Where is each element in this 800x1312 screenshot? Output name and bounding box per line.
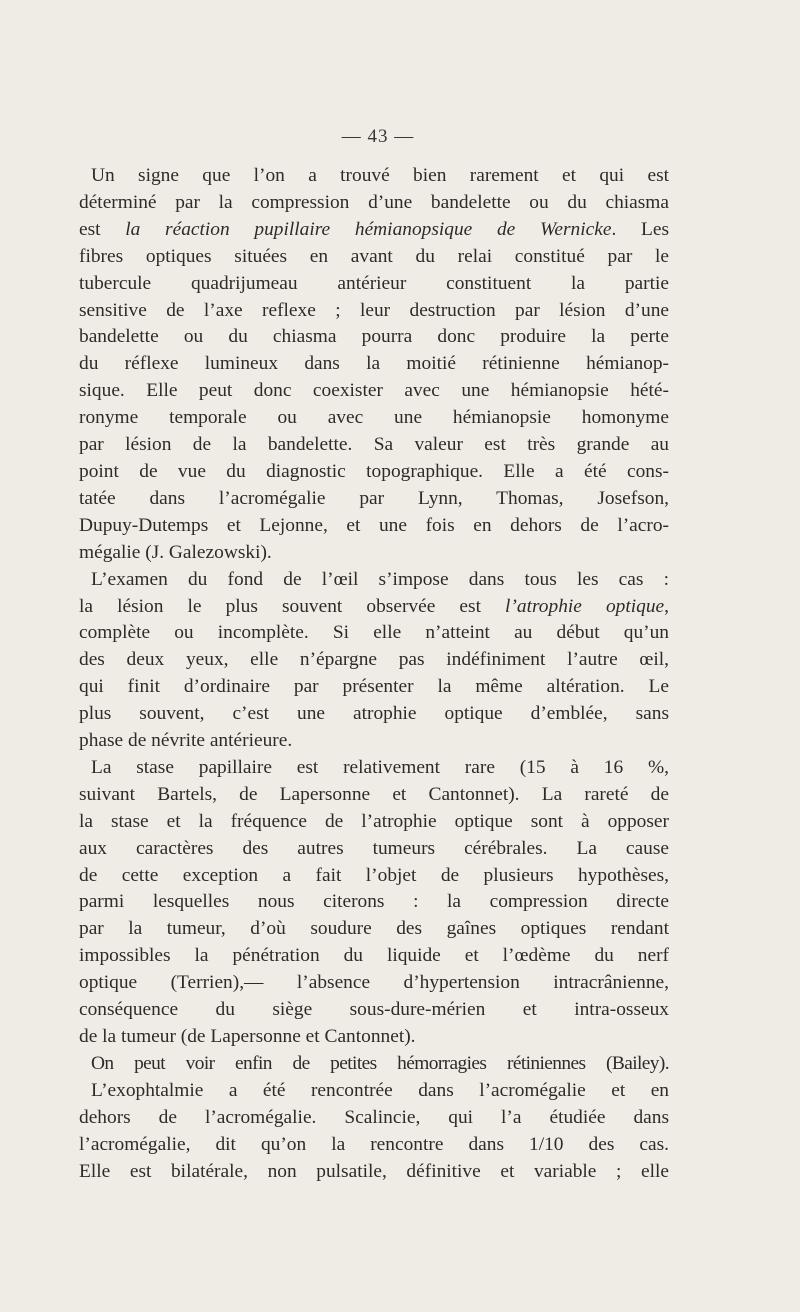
text-segment: . Les — [611, 218, 669, 240]
text-segment: de cette exception a fait l’objet de plusieurs hypothèses, — [79, 864, 669, 886]
text-segment: complète ou incomplète. Si elle n’atteint au début qu’un — [79, 622, 669, 644]
text-segment: , — [664, 595, 669, 617]
text-line — [79, 378, 669, 405]
text-line — [79, 943, 669, 970]
text-line — [79, 728, 669, 755]
text-line — [79, 298, 669, 325]
text-line — [79, 809, 669, 836]
paragraph-1 — [79, 163, 669, 567]
text-segment: phase de névrite antérieure. — [79, 730, 293, 752]
text-segment: est — [79, 218, 126, 240]
text-line — [79, 970, 669, 997]
text-segment: du réflexe lumineux dans la moitié rétinienne hémianop- — [79, 353, 669, 375]
page-number: — 43 — — [341, 126, 415, 147]
text-line — [79, 674, 669, 701]
text-line — [79, 244, 669, 271]
text-segment: plus souvent, c’est une atrophie optique d’emblée, sans — [79, 703, 669, 725]
text-line — [79, 1105, 669, 1132]
text-line — [79, 567, 669, 594]
text-segment: fibres optiques situées en avant du relai constitué par le — [79, 245, 669, 267]
text-segment: optique (Terrien),— l’absence d’hypertension intracrânienne, — [79, 972, 669, 994]
text-line — [79, 782, 669, 809]
text-line — [79, 540, 669, 567]
text-segment: sique. Elle peut donc coexister avec une hémianopsie hété- — [79, 380, 669, 402]
text-segment: suivant Bartels, de Lapersonne et Cantonnet). La rareté de — [79, 783, 669, 805]
text-segment: L’examen du fond de l’œil s’impose dans tous les cas : — [91, 568, 669, 590]
text-segment: la lésion le plus souvent observée est — [79, 595, 506, 617]
text-segment: Un signe que l’on a trouvé bien rarement et qui est — [91, 165, 669, 186]
text-line — [79, 1132, 669, 1159]
text-segment: Dupuy-Dutemps et Lejonne, et une fois en dehors de l’acro- — [79, 514, 669, 536]
text-segment: L’exophtalmie a été rencontrée dans l’acromégalie et en — [91, 1079, 669, 1101]
text-line — [79, 863, 669, 890]
italic-phrase: l’atrophie optique — [505, 595, 665, 617]
text-segment: Elle est bilatérale, non pulsatile, définitive et variable ; elle — [79, 1160, 669, 1182]
text-line — [79, 432, 669, 459]
text-line — [79, 1024, 669, 1051]
text-line — [79, 1159, 669, 1186]
text-segment: qui finit d’ordinaire par présenter la même altération. Le — [79, 676, 669, 698]
text-segment: On peut voir enfin de petites hémorragies rétiniennes (Bailey). — [91, 1052, 669, 1074]
text-line — [79, 1051, 669, 1078]
text-segment: des deux yeux, elle n’épargne pas indéfiniment l’autre œil, — [79, 649, 669, 671]
text-line — [79, 647, 669, 674]
text-line — [79, 217, 669, 244]
text-segment: déterminé par la compression d’une bandelette ou du chiasma — [79, 191, 669, 213]
italic-phrase: la réaction pupillaire hémianopsique de Wernicke — [125, 218, 612, 240]
text-line — [79, 997, 669, 1024]
text-line — [79, 889, 669, 916]
text-line — [79, 190, 669, 217]
text-segment: conséquence du siège sous-dure-mérien et intra-osseux — [79, 999, 669, 1021]
text-line — [79, 916, 669, 943]
paragraph-3 — [79, 755, 669, 1051]
text-line — [79, 1078, 669, 1105]
text-segment: tubercule quadrijumeau antérieur constituent la partie — [79, 272, 669, 294]
text-segment: bandelette ou du chiasma pourra donc produire la perte — [79, 326, 669, 348]
text-line — [79, 351, 669, 378]
text-segment: sensitive de l’axe reflexe ; leur destruction par lésion d’une — [79, 299, 669, 321]
text-segment: de la tumeur (de Lapersonne et Cantonnet). — [79, 1026, 416, 1047]
text-segment: par la tumeur, d’où soudure des gaînes optiques rendant — [79, 918, 669, 940]
text-segment: ronyme temporale ou avec une hémianopsie homonyme — [79, 407, 669, 429]
text-segment: l’acromégalie, dit qu’on la rencontre dans 1/10 des cas. — [79, 1133, 669, 1155]
paragraph-2 — [79, 567, 669, 755]
text-line — [79, 459, 669, 486]
text-segment: par lésion de la bandelette. Sa valeur est très grande au — [79, 434, 669, 456]
text-segment: la stase et la fréquence de l’atrophie optique sont à opposer — [79, 810, 669, 832]
text-line — [79, 405, 669, 432]
text-line — [79, 836, 669, 863]
text-line — [79, 755, 669, 782]
text-segment: La stase papillaire est relativement rare (15 à 16 %, — [91, 756, 669, 778]
text-line — [79, 486, 669, 513]
text-line — [79, 271, 669, 298]
text-segment: mégalie (J. Galezowski). — [79, 541, 272, 563]
text-line — [79, 594, 669, 621]
body-text — [79, 163, 669, 1185]
paragraph-5 — [79, 1078, 669, 1186]
text-segment: aux caractères des autres tumeurs cérébrales. La cause — [79, 837, 669, 859]
text-line — [79, 513, 669, 540]
text-segment: tatée dans l’acromégalie par Lynn, Thomas, Josefson, — [79, 487, 669, 509]
text-segment: dehors de l’acromégalie. Scalincie, qui l’a étudiée dans — [79, 1106, 669, 1128]
text-line — [79, 620, 669, 647]
text-line — [79, 701, 669, 728]
text-segment: point de vue du diagnostic topographique. Elle a été cons- — [79, 460, 669, 482]
text-segment: impossibles la pénétration du liquide et l’œdème du nerf — [79, 945, 669, 967]
text-segment: parmi lesquelles nous citerons : la compression directe — [79, 891, 669, 913]
text-line — [79, 163, 669, 190]
text-line — [79, 324, 669, 351]
paragraph-4 — [79, 1051, 669, 1078]
